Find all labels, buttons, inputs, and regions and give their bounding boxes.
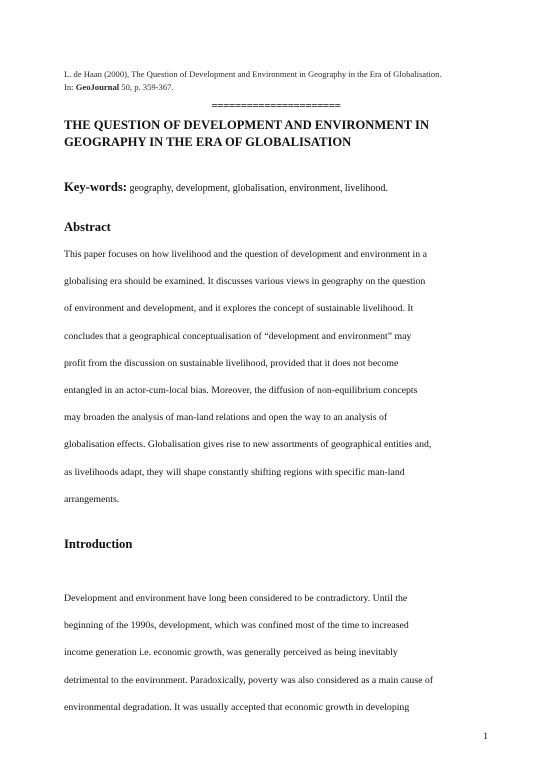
introduction-line: Development and environment have long been considered to be contradictory. Until the	[64, 593, 408, 604]
introduction-paragraph	[64, 592, 504, 728]
abstract-paragraph	[64, 248, 504, 520]
keywords	[64, 180, 504, 196]
keywords-text: geography, development, globalisation, environment, livelihood.	[126, 183, 388, 194]
abstract-heading: Abstract	[64, 220, 111, 234]
abstract-line: profit from the discussion on sustainable livelihood, provided that it does not become	[64, 357, 399, 369]
abstract-line: globalising era should be examined. It discusses various views in geography on the question	[64, 276, 426, 288]
introduction-line: beginning of the 1990s, development, which was confined most of the time to increased	[64, 620, 409, 632]
citation-prefix: In:	[64, 81, 76, 92]
abstract-line: concludes that a geographical conceptualisation of “development and environment” may	[64, 330, 412, 342]
abstract-line: of environment and development, and it explores the concept of sustainable livelihood. It	[64, 303, 414, 315]
introduction-line: income generation i.e. economic growth, was generally perceived as being inevitably	[64, 647, 398, 659]
abstract-line: This paper focuses on how livelihood and the question of development and environment in a	[64, 249, 427, 260]
citation-suffix: 50, p. 359-367.	[119, 81, 174, 92]
abstract-line: as livelihoods adapt, they will shape constantly shifting regions with specific man-land	[64, 466, 405, 478]
separator-line: ======================	[211, 100, 341, 112]
paper-title: THE QUESTION OF DEVELOPMENT AND ENVIRONMENT IN GEOGRAPHY IN THE ERA OF GLOBALISATION	[64, 118, 430, 149]
citation-line-1: L. de Haan (2000), The Question of Development and Environment in Geography in the Era of Globalisation.	[64, 69, 442, 79]
abstract-line: globalisation effects. Globalisation gives rise to new assortments of geographical entities and,	[64, 439, 432, 451]
abstract-line: entangled in an actor-cum-local bias. Moreover, the diffusion of non-equilibrium concepts	[64, 384, 418, 396]
citation	[64, 68, 504, 93]
page-number: 1	[483, 731, 488, 742]
keywords-label: Key-words:	[64, 180, 127, 194]
citation-line-2	[64, 81, 504, 94]
abstract-line: may broaden the analysis of man-land relations and open the way to an analysis of	[64, 412, 388, 424]
introduction-line: detrimental to the environment. Paradoxically, poverty was also considered as a main cause of	[64, 674, 434, 686]
abstract-line: arrangements.	[64, 493, 120, 505]
citation-journal: GeoJournal	[75, 81, 120, 92]
introduction-heading: Introduction	[64, 537, 133, 551]
introduction-line: environmental degradation. It was usually accepted that economic growth in developing	[64, 701, 410, 713]
